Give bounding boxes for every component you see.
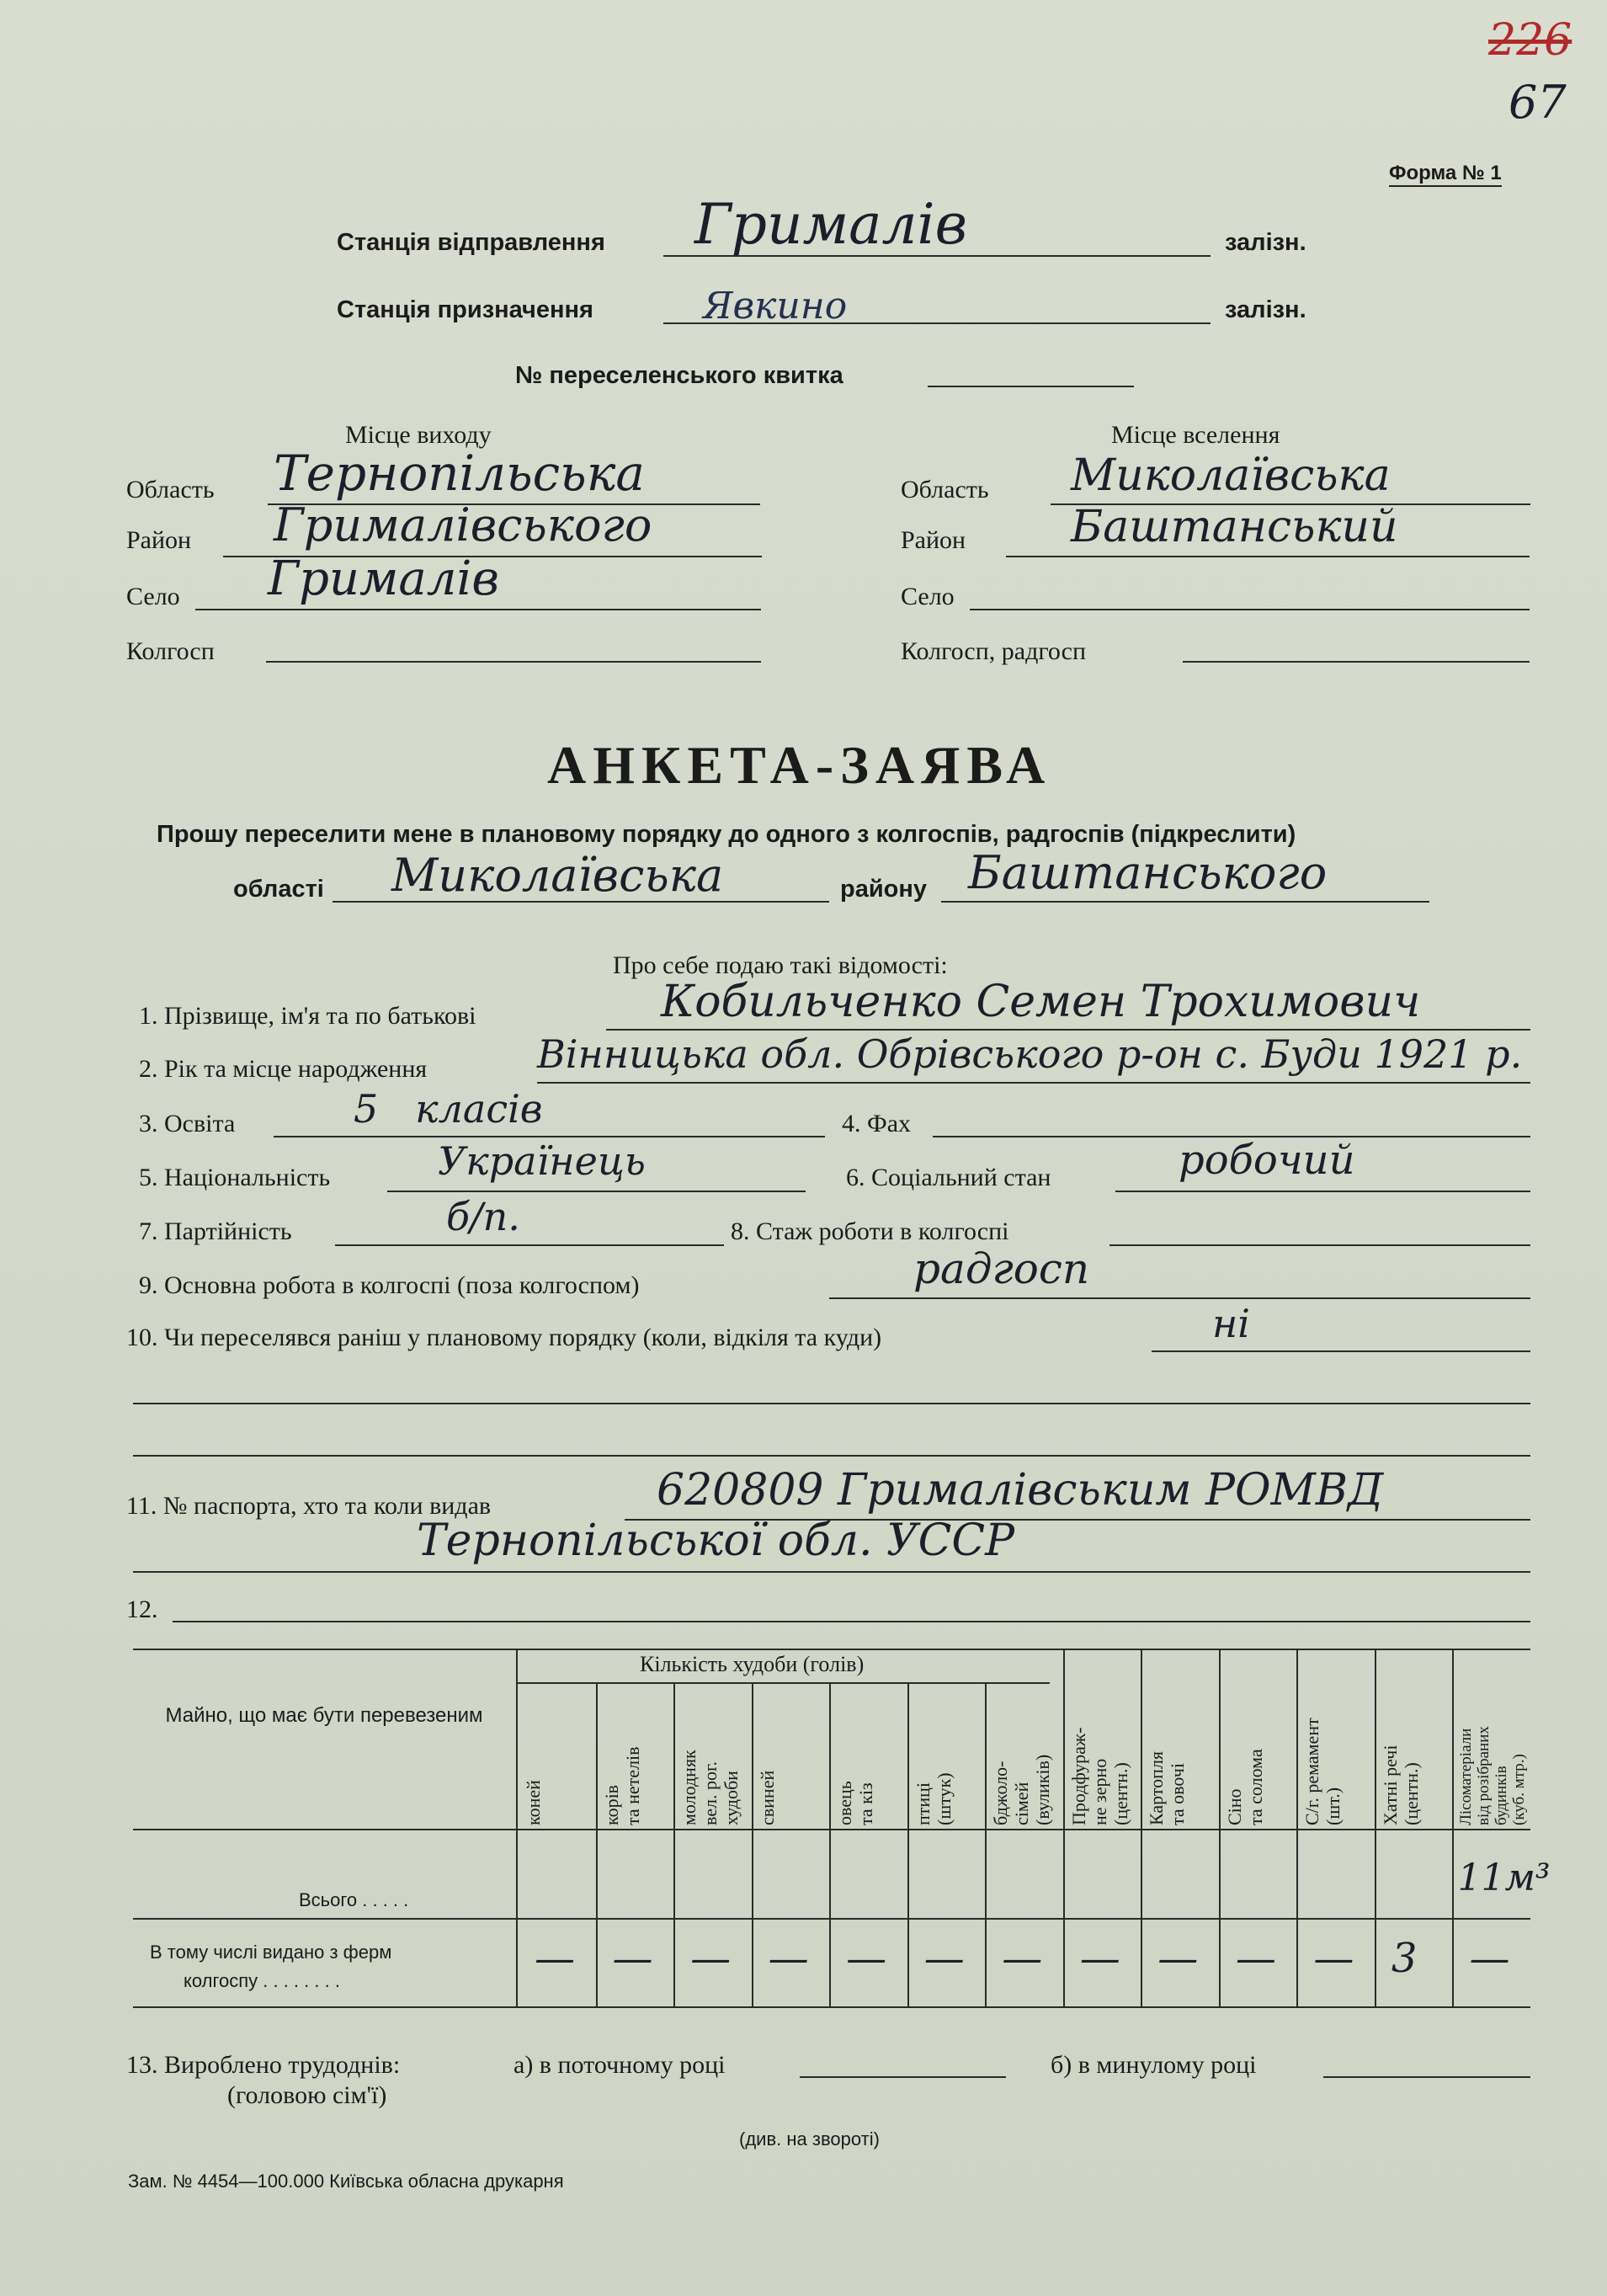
workdays-label: 13. Вироблено трудоднів: (126, 2051, 401, 2079)
livestock-header-underline (518, 1682, 1050, 1684)
field-3-label: 3. Освіта (139, 1110, 236, 1137)
table-column-divider (1219, 1649, 1221, 2006)
destination-raion-value: Баштанський (1071, 502, 1398, 552)
table-column-divider (907, 1682, 909, 2006)
table-column-divider (1375, 1649, 1376, 2006)
origin-kolhosp-line (266, 661, 761, 663)
workdays-current-label: а) в поточному році (513, 2051, 726, 2079)
request-oblast-value: Миколаївська (391, 849, 724, 902)
field-10-line (1152, 1350, 1530, 1352)
issued-cell: — (1469, 1935, 1510, 1982)
table-bottom-border (133, 2006, 1530, 2008)
see-back-note: (див. на звороті) (739, 2128, 880, 2150)
destination-station-label: Станція призначення (337, 296, 593, 323)
table-column-header: Хатні речі (центн.) (1379, 1745, 1422, 1825)
field-3-line (274, 1136, 825, 1137)
departure-station-value: Грималів (694, 192, 968, 257)
ticket-number-line (928, 386, 1134, 387)
table-column-divider (752, 1682, 753, 2006)
archive-page-number: 67 (1509, 76, 1567, 129)
issued-cell: — (768, 1935, 809, 1982)
field-10-continuation-line-2 (133, 1455, 1530, 1457)
issued-cell: — (612, 1935, 653, 1982)
origin-heading: Місце виходу (345, 421, 492, 449)
table-top-border (133, 1649, 1530, 1650)
total-row-label: Всього . . . . . (299, 1889, 409, 1910)
origin-raion-label: Район (126, 526, 192, 554)
table-column-divider (1296, 1649, 1298, 2006)
destination-raion-line (1006, 556, 1530, 557)
table-column-header: овець та кіз (834, 1781, 877, 1825)
field-5-line (387, 1191, 806, 1192)
destination-station-value: Явкино (703, 285, 848, 328)
origin-kolhosp-label: Колгосп (126, 637, 215, 665)
origin-raion-value: Грималівського (274, 498, 652, 551)
request-raion-value: Баштанського (968, 846, 1328, 899)
intro-text: Про себе подаю такі відомості: (613, 951, 948, 979)
workdays-sub-label: (головою сім'ї) (227, 2081, 387, 2109)
field-3-value: 5 класів (354, 1086, 543, 1132)
property-label: Майно, що має бути перевезеним (165, 1704, 483, 1727)
origin-selo-line (195, 609, 761, 610)
field-11-value-line-1: 620809 Грималівським РОМВД (657, 1465, 1384, 1516)
table-column-header: коней (523, 1780, 544, 1825)
destination-oblast-value: Миколаївська (1071, 450, 1391, 501)
printer-imprint: Зам. № 4454—100.000 Київська обласна друкарня (128, 2171, 564, 2192)
form-number: Форма № 1 (1389, 162, 1502, 187)
field-6-value: робочий (1179, 1137, 1355, 1184)
issued-row-label-1: В тому числі видано з ферм (150, 1942, 392, 1963)
origin-selo-label: Село (126, 583, 180, 610)
table-column-header: корів та нетелів (600, 1746, 643, 1825)
field-9-line (829, 1297, 1530, 1299)
destination-heading: Місце вселення (1111, 421, 1280, 449)
form-title: АНКЕТА-ЗАЯВА (547, 735, 1052, 795)
railway-suffix-1: залізн. (1225, 229, 1306, 256)
field-12-line (173, 1621, 1530, 1622)
railway-suffix-2: залізн. (1225, 296, 1306, 323)
request-raion-label: району (840, 876, 928, 903)
request-oblast-label: області (233, 876, 324, 903)
field-9-value: радгосп (913, 1244, 1090, 1293)
table-column-header: С/г. ремамент (шт.) (1301, 1718, 1344, 1825)
field-8-line (1109, 1244, 1530, 1246)
table-total-bottom-border (133, 1918, 1530, 1920)
field-11-label: 11. № паспорта, хто та коли видав (126, 1492, 492, 1520)
field-10-label: 10. Чи переселявся раніш у плановому порядку (коли, відкіля та куди) (126, 1324, 882, 1351)
request-text: Прошу переселити мене в плановому порядку до одного з колгоспів, радгоспів (підкреслити) (157, 821, 1296, 848)
destination-kolhosp-line (1183, 661, 1530, 663)
destination-oblast-label: Область (901, 476, 989, 503)
table-column-divider (1452, 1649, 1454, 2006)
destination-selo-label: Село (901, 583, 955, 610)
issued-cell: — (535, 1935, 575, 1982)
field-7-label: 7. Партійність (139, 1217, 292, 1245)
field-1-label: 1. Прізвище, ім'я та по батькові (139, 1002, 476, 1030)
table-column-header: свиней (756, 1770, 778, 1825)
issued-row-label-2: колгоспу . . . . . . . . (184, 1970, 340, 1991)
table-column-header: Продфураж- не зерно (центн.) (1067, 1727, 1131, 1825)
field-12-label: 12. (126, 1595, 158, 1623)
field-1-value: Кобильченко Семен Трохимович (661, 977, 1421, 1027)
table-column-divider (673, 1682, 675, 2006)
field-10-continuation-line-1 (133, 1403, 1530, 1404)
origin-oblast-value: Тернопільська (274, 445, 645, 502)
field-1-line (606, 1029, 1530, 1031)
table-column-header: Сіно та солома (1223, 1749, 1266, 1825)
field-11-value-line-2: Тернопільської обл. УССР (417, 1516, 1015, 1566)
issued-cell: — (690, 1935, 732, 1982)
table-column-header: молодняк вел. рог. худоби (678, 1750, 742, 1825)
origin-selo-value: Грималів (268, 551, 499, 606)
workdays-previous-line (1323, 2076, 1530, 2078)
issued-cell: 3 (1391, 1935, 1418, 1982)
table-column-header: птиці (штук) (912, 1772, 955, 1825)
table-header-bottom-border (133, 1829, 1530, 1830)
field-11-continuation-line (133, 1571, 1530, 1573)
field-8-label: 8. Стаж роботи в колгоспі (731, 1217, 1009, 1245)
issued-cell: — (1235, 1935, 1276, 1982)
total-cell: 11м³ (1457, 1857, 1551, 1899)
issued-cell: — (1079, 1935, 1120, 1982)
field-4-label: 4. Фах (842, 1110, 912, 1137)
table-column-divider (1063, 1649, 1065, 2006)
field-7-value: б/п. (446, 1194, 520, 1239)
ticket-number-label: № переселенського квитка (515, 362, 843, 389)
issued-cell: — (1313, 1935, 1354, 1982)
field-6-line (1115, 1191, 1530, 1192)
field-9-label: 9. Основна робота в колгоспі (поза колгоспом) (139, 1271, 640, 1299)
destination-kolhosp-label: Колгосп, радгосп (901, 637, 1087, 665)
field-2-line (537, 1082, 1530, 1084)
field-10-value: ні (1212, 1301, 1251, 1346)
origin-oblast-label: Область (126, 476, 215, 503)
issued-cell: — (923, 1935, 965, 1982)
destination-raion-label: Район (901, 526, 966, 554)
workdays-previous-label: б) в минулому році (1051, 2051, 1257, 2079)
issued-cell: — (1157, 1935, 1199, 1982)
field-5-label: 5. Національність (139, 1164, 331, 1191)
destination-selo-line (970, 609, 1530, 610)
table-column-divider (596, 1682, 598, 2006)
table-column-divider (829, 1682, 831, 2006)
field-7-line (335, 1244, 724, 1246)
issued-cell: — (1002, 1935, 1043, 1982)
field-5-value: Українець (438, 1138, 646, 1184)
struck-archive-number: 226 (1488, 15, 1572, 66)
departure-station-label: Станція відправлення (337, 229, 605, 256)
table-property-divider (516, 1649, 518, 2006)
issued-cell: — (846, 1935, 887, 1982)
field-2-label: 2. Рік та місце народження (139, 1055, 428, 1083)
field-2-value: Вінницька обл. Обрівського р-он с. Буди 1921 р. (537, 1031, 1523, 1077)
table-column-header: Лісоматеріали від розібраних будинків (куб. мтр.) (1457, 1726, 1529, 1825)
field-6-label: 6. Соціальний стан (846, 1164, 1051, 1191)
table-column-divider (1141, 1649, 1142, 2006)
workdays-current-line (800, 2076, 1006, 2078)
request-raion-line (941, 901, 1429, 903)
table-column-header: Картопля та овочі (1146, 1750, 1189, 1825)
table-column-divider (985, 1682, 987, 2006)
table-column-header: бджоло- сімей (вуликів) (990, 1754, 1054, 1825)
livestock-header: Кількість худоби (голів) (640, 1652, 865, 1676)
